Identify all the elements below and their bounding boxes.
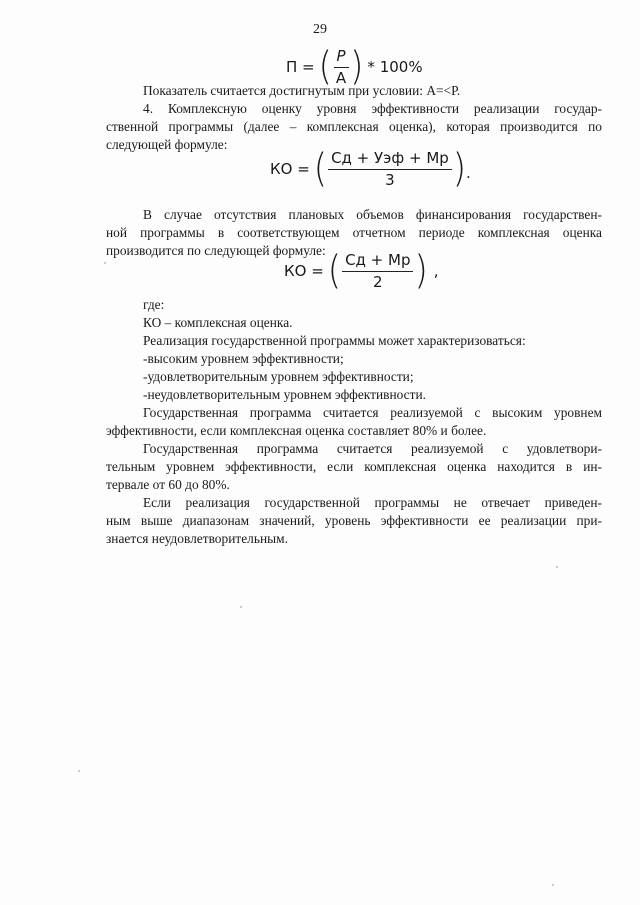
- p-sat-line-3: тервале от 60 до 80%.: [106, 477, 230, 492]
- formula-ko-full: [270, 146, 471, 192]
- where-label: где:: [143, 297, 165, 312]
- formula-tail: .: [466, 164, 471, 182]
- scan-speck: [552, 884, 554, 886]
- p4-line-2: ственной программы (далее – комплексная оценка), которая производится по: [106, 119, 602, 134]
- ko-definition: КО – комплексная оценка.: [143, 315, 293, 330]
- p5-line-3: производится по следующей формуле:: [106, 243, 326, 258]
- left-paren: (: [318, 44, 332, 90]
- fraction-denominator: 3: [385, 170, 395, 189]
- formula-tail: ,: [433, 262, 439, 280]
- p5-line-1: В случае отсутствия плановых объемов финансирования государствен-: [143, 207, 602, 222]
- formula-lhs: КО =: [270, 160, 310, 178]
- scan-speck: [240, 606, 242, 608]
- fraction: [328, 150, 452, 188]
- scan-speck: [556, 566, 558, 568]
- p-high-line-2: эффективности, если комплексная оценка составляет 80% и более.: [106, 423, 487, 438]
- fraction-denominator: A: [335, 68, 347, 87]
- right-paren: ): [350, 44, 364, 90]
- right-paren: ): [414, 248, 428, 294]
- scan-speck: [78, 770, 80, 772]
- p4-line-3: следующей формуле:: [106, 137, 228, 152]
- p-sat-line-2: тельным уровнем эффективности, если комплексная оценка находится в ин-: [106, 459, 602, 474]
- level-high: -высоким уровнем эффективности;: [143, 351, 344, 366]
- fraction-numerator: Сд + Мр: [342, 252, 413, 272]
- p5-line-2: ной программы в соответствующем отчетном периоде комплексная оценка: [106, 225, 602, 240]
- left-paren: (: [313, 146, 328, 192]
- formula-lhs: П =: [286, 58, 315, 76]
- page-number: 29: [313, 22, 327, 37]
- formula-lhs: КО =: [284, 262, 324, 280]
- fraction-denominator: 2: [373, 272, 383, 291]
- formula-percent: [286, 44, 423, 90]
- level-satisfactory: -удовлетворительным уровнем эффективности;: [143, 369, 414, 384]
- fraction-numerator: Сд + Уэф + Мр: [328, 150, 452, 170]
- p-sat-line-1: Государственная программа считается реализуемой с удовлетвори-: [143, 441, 602, 456]
- fraction-numerator: P: [334, 48, 349, 68]
- p-high-line-1: Государственная программа считается реализуемой с высоким уровнем: [143, 405, 602, 420]
- fraction: [333, 48, 349, 86]
- p-unsat-line-2: ным выше диапазонам значений, уровень эффективности ее реализации при-: [106, 513, 602, 528]
- p-unsat-line-1: Если реализация государственной программы не отвечает приведен-: [143, 495, 602, 510]
- condition-line: Показатель считается достигнутым при условии: А=<Р.: [143, 83, 461, 98]
- left-paren: (: [327, 248, 342, 294]
- formula-ko-reduced: [284, 248, 439, 294]
- p4-line-1: 4. Комплексную оценку уровня эффективности реализации государ-: [143, 101, 602, 116]
- right-paren: ): [452, 146, 467, 192]
- scan-speck: [104, 262, 106, 264]
- fraction: [342, 252, 413, 290]
- p-unsat-line-3: знается неудовлетворительным.: [106, 531, 288, 546]
- characterization-intro: Реализация государственной программы может характеризоваться:: [143, 333, 526, 348]
- level-unsatisfactory: -неудовлетворительным уровнем эффективности.: [143, 387, 426, 402]
- formula-rest: * 100%: [367, 58, 423, 76]
